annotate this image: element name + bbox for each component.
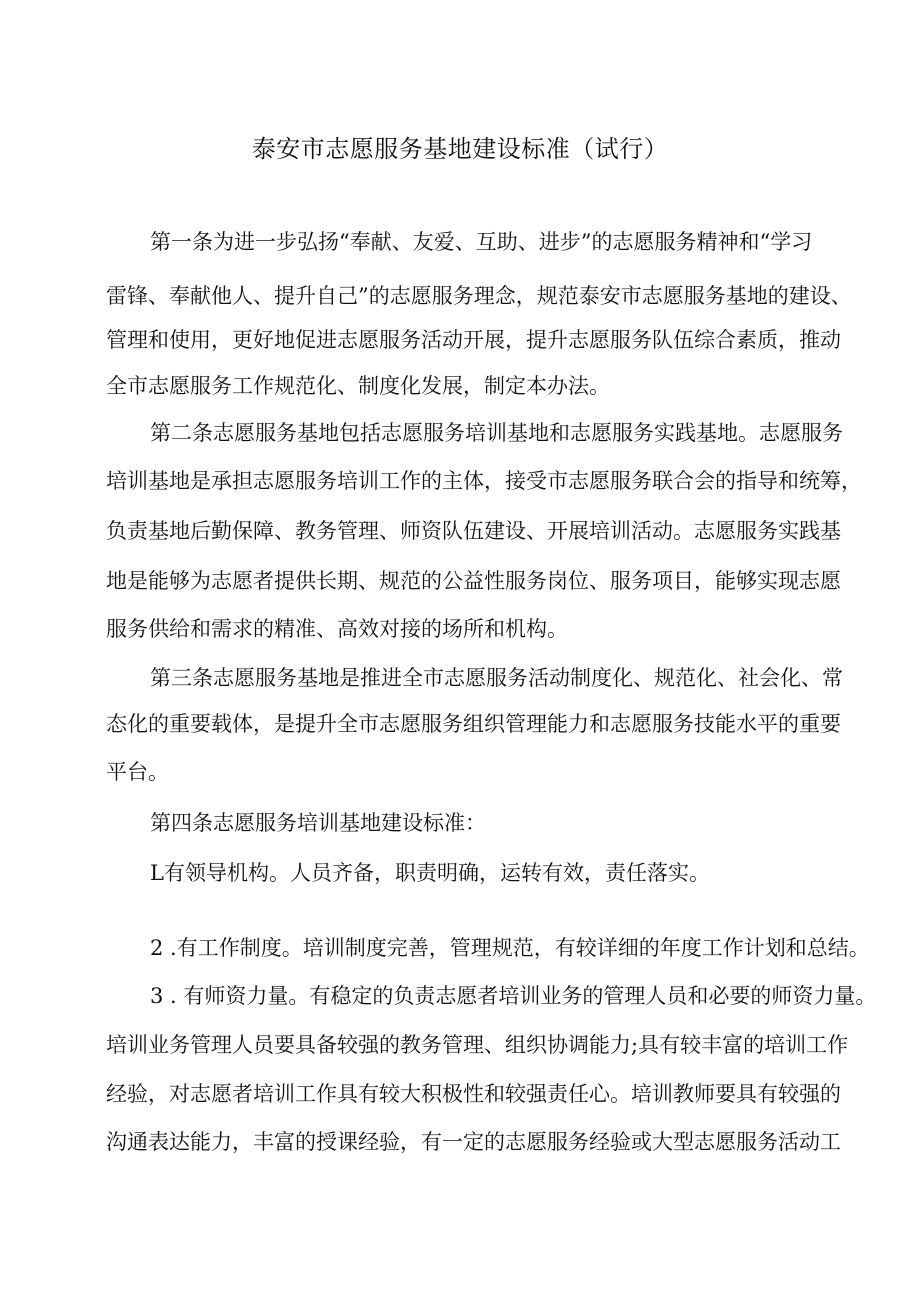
text-line: 第四条志愿服务培训基地建设标准： [150, 811, 486, 835]
text-line: 3 . 有师资力量。有稳定的负责志愿者培训业务的管理人员和必要的师资力量。 [150, 984, 877, 1008]
text-line: 全市志愿服务工作规范化、制度化发展，制定本办法。 [106, 374, 610, 398]
text-line: 培训业务管理人员要具备较强的教务管理、组织协调能力;具有较丰富的培训工作 [106, 1033, 849, 1057]
text-line: 服务供给和需求的精准、高效对接的场所和机构。 [106, 617, 568, 641]
text-line: 态化的重要载体，是提升全市志愿服务组织管理能力和志愿服务技能水平的重要 [106, 712, 841, 736]
text-line: 第三条志愿服务基地是推进全市志愿服务活动制度化、规范化、社会化、常 [150, 666, 843, 690]
document-title: 泰安市志愿服务基地建设标准（试行） [251, 135, 669, 163]
text-line: 地是能够为志愿者提供长期、规范的公益性服务岗位、服务项目，能够实现志愿 [106, 569, 841, 593]
text-line: 2 .有工作制度。培训制度完善，管理规范，有较详细的年度工作计划和总结。 [150, 936, 870, 960]
text-line: 平台。 [106, 760, 169, 784]
text-line: 经验，对志愿者培训工作具有较大积极性和较强责任心。培训教师要具有较强的 [106, 1082, 841, 1106]
text-line: 沟通表达能力，丰富的授课经验，有一定的志愿服务经验或大型志愿服务活动工 [106, 1130, 841, 1154]
text-line: L有领导机构。人员齐备，职责明确，运转有效，责任落实。 [150, 861, 710, 885]
text-line: 第一条为进一步弘扬“奉献、友爱、互助、进步”的志愿服务精神和“学习 [150, 230, 813, 254]
text-line: 雷锋、奉献他人、提升自己”的志愿服务理念，规范泰安市志愿服务基地的建设、 [106, 284, 852, 308]
text-line: 负责基地后勤保障、教务管理、师资队伍建设、开展培训活动。志愿服务实践基 [106, 519, 841, 543]
text-line: 管理和使用，更好地促进志愿服务活动开展，提升志愿服务队伍综合素质，推动 [106, 328, 841, 352]
text-line: 培训基地是承担志愿服务培训工作的主体，接受市志愿服务联合会的指导和统筹， [106, 469, 862, 493]
text-line: 第二条志愿服务基地包括志愿服务培训基地和志愿服务实践基地。志愿服务 [150, 421, 843, 445]
